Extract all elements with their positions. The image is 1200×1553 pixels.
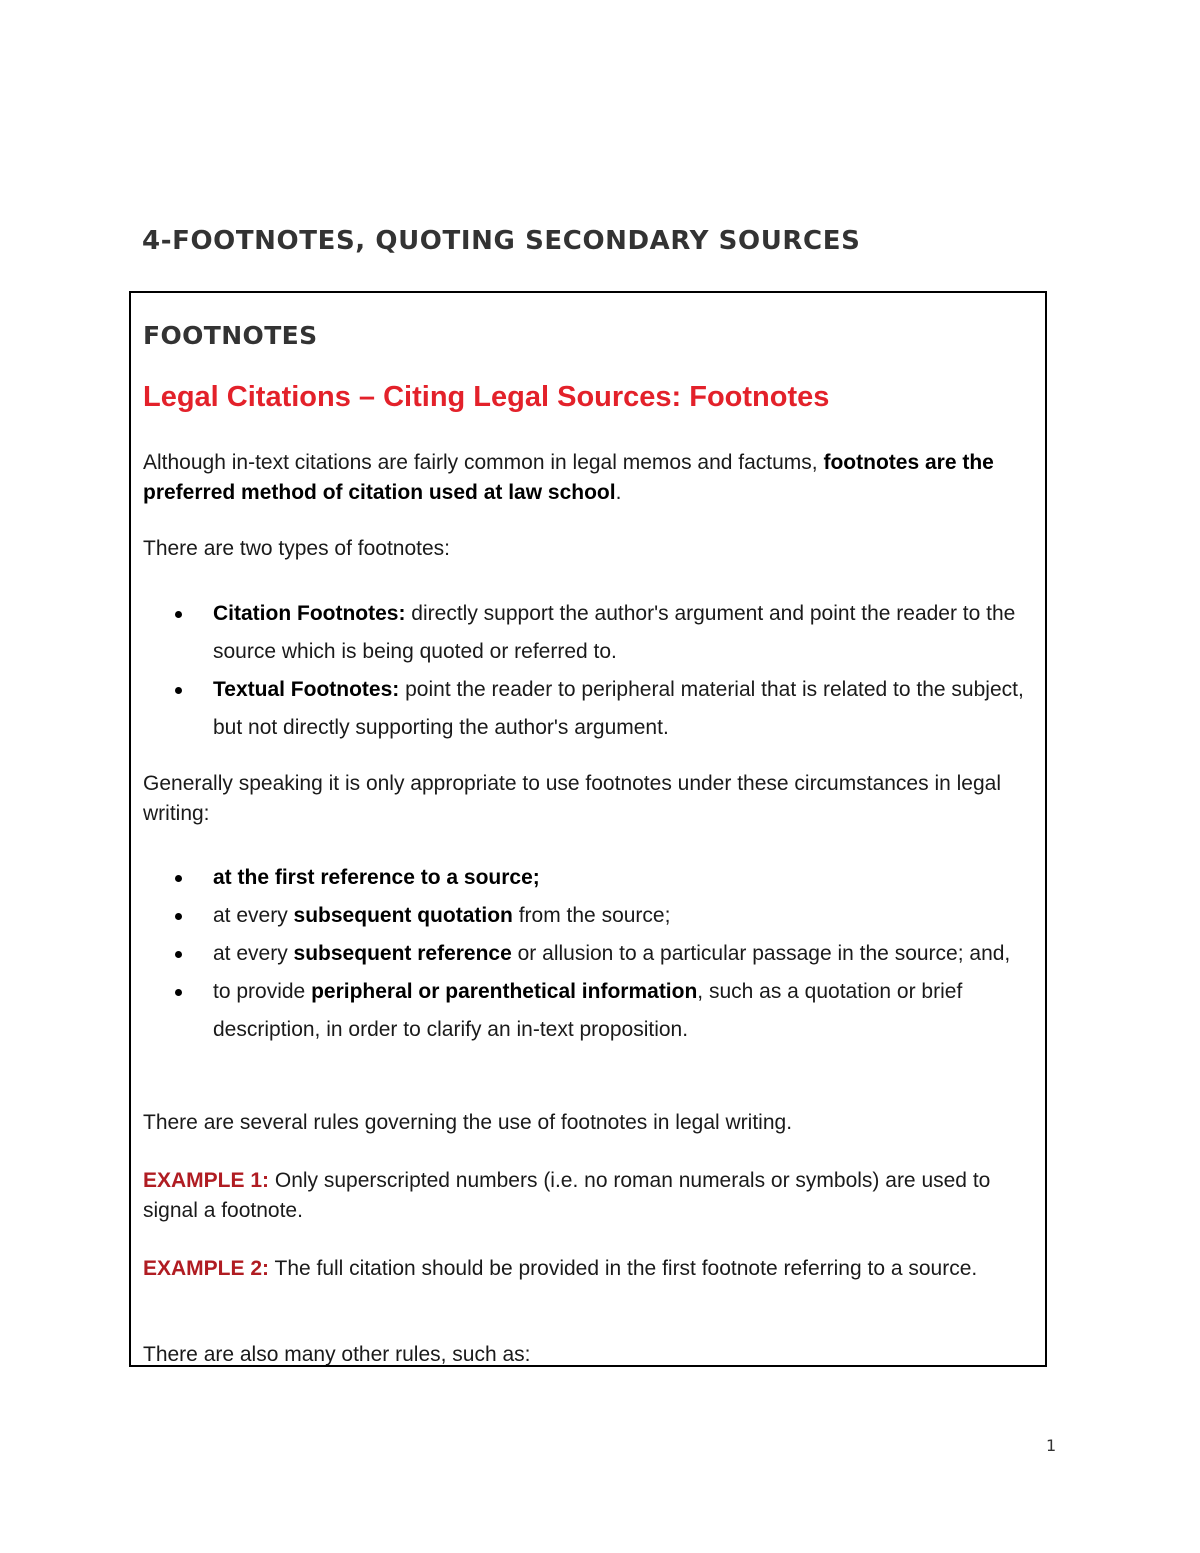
bullet-icon [175, 913, 182, 920]
rules-intro: There are several rules governing the use of footnotes in legal writing. [143, 1111, 793, 1134]
page-number: 1 [1046, 1436, 1057, 1455]
usage-bold: subsequent quotation [293, 904, 513, 927]
bullet-icon [175, 951, 182, 958]
type-label: Citation Footnotes: [213, 602, 406, 625]
intro-bold: footnotes are the preferred method of citation used at law school [143, 451, 994, 504]
usage-post: or allusion to a particular passage in the source; and, [511, 942, 1011, 965]
list-item [131, 935, 1036, 973]
intro-end: . [615, 481, 622, 504]
footnote-types-list [131, 595, 1036, 747]
bullet-icon [175, 687, 182, 694]
usage-post: from the source; [512, 904, 671, 927]
list-item [131, 671, 1036, 747]
usage-post: , such as a quotation or brief description, in order to clarify an in-text proposition. [213, 980, 963, 1041]
subheading-legal-citations: Legal Citations – Citing Legal Sources: Footnotes [143, 381, 830, 413]
example-1 [143, 1166, 1033, 1226]
example-text: Only superscripted numbers (i.e. no roman numerals or symbols) are used to signal a footnote. [143, 1169, 991, 1222]
bullet-icon [175, 611, 182, 618]
list-item [131, 595, 1036, 671]
content-box [129, 291, 1047, 1367]
list-item [131, 859, 1036, 897]
list-item [131, 897, 1036, 935]
document-title: 4-FOOTNOTES, QUOTING SECONDARY SOURCES [142, 226, 861, 256]
other-rules: There are also many other rules, such as: [143, 1343, 531, 1366]
usage-pre: at every [213, 942, 294, 965]
usage-list [131, 859, 1036, 1049]
usage-bold: peripheral or parenthetical information [311, 980, 698, 1003]
type-description: point the reader to peripheral material that is related to the subject, but not directly supporting the author's argument. [213, 678, 1024, 739]
example-text: The full citation should be provided in the first footnote referring to a source. [269, 1257, 978, 1280]
list-item [131, 973, 1036, 1049]
usage-pre: at every [213, 904, 294, 927]
types-intro: There are two types of footnotes: [143, 537, 451, 560]
usage-bold: at the first reference to a source; [213, 866, 540, 889]
example-label: EXAMPLE 1: [143, 1169, 270, 1192]
usage-intro: Generally speaking it is only appropriate to use footnotes under these circumstances in legal writing: [143, 772, 1001, 825]
bullet-icon [175, 989, 182, 996]
intro-paragraph [143, 448, 1033, 508]
example-2 [143, 1254, 1033, 1284]
section-heading: FOOTNOTES [143, 321, 318, 350]
usage-bold: subsequent reference [293, 942, 512, 965]
type-description: directly support the author's argument and point the reader to the source which is being quoted or referred to. [213, 602, 1016, 663]
example-label: EXAMPLE 2: [143, 1257, 270, 1280]
intro-text: Although in-text citations are fairly common in legal memos and factums, [143, 451, 824, 474]
type-label: Textual Footnotes: [213, 678, 400, 701]
usage-pre: to provide [213, 980, 312, 1003]
bullet-icon [175, 875, 182, 882]
